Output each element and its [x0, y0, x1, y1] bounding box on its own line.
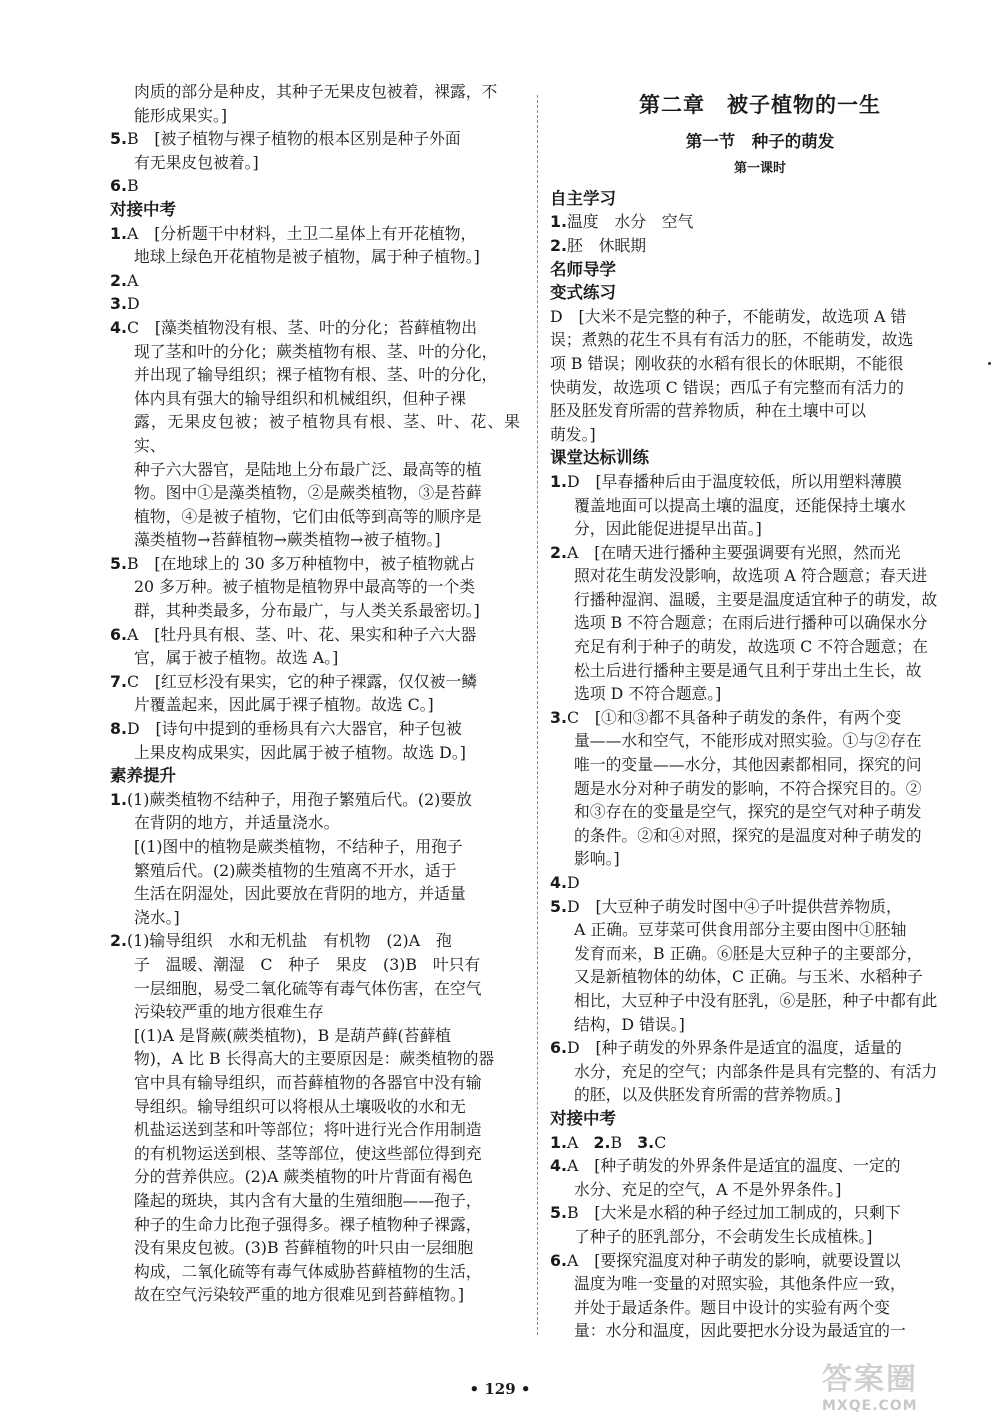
- answer-text: B [大米是水稻的种子经过加工制成的，只剩下: [567, 1203, 901, 1223]
- right-column: [550, 80, 970, 1343]
- answer-number: 6.: [110, 624, 127, 644]
- answer-text: D [种子萌发的外界条件是适宜的温度，适量的: [567, 1038, 902, 1058]
- answer-item: [110, 670, 520, 717]
- answer-text: 地球上绿色开花植物是被子植物，属于种子植物。]: [134, 247, 480, 267]
- answer-number: 4.: [550, 873, 567, 892]
- answer-number: 6.: [550, 1038, 567, 1058]
- answer-text: D [大米不是完整的种子，不能萌发，故选项 A 错: [550, 306, 907, 326]
- section-heading-duijie-2: 对接中考: [550, 1108, 616, 1128]
- answer-text: 污染较严重的地方很难生存: [134, 1002, 324, 1022]
- answer-text: 发育而来，B 正确。⑥胚是大豆种子的主要部分，: [574, 943, 923, 963]
- answer-text: 题是水分对种子萌发的影响，不符合探究目的。②: [574, 778, 922, 798]
- chapter-title: 第二章 被子植物的一生: [639, 93, 881, 117]
- answer-item: [110, 316, 520, 552]
- answer-text: 了种子的胚乳部分，不会萌发生长成植株。]: [574, 1226, 873, 1246]
- answer-text: 物。图中①是藻类植物，②是蕨类植物，③是苔藓: [134, 483, 482, 503]
- zizhu-answer-1: 1.温度 水分 空气: [550, 212, 694, 232]
- answer-number: 7.: [110, 671, 127, 691]
- answer-text: D: [127, 294, 140, 314]
- answer-text: 生活在阴湿处，因此要放在背阴的地方，并适量: [134, 884, 466, 904]
- answer-text: A: [127, 270, 139, 290]
- answer-text: 快萌发，故选项 C 错误；西瓜子有完整而有活力的: [550, 377, 904, 397]
- answer-text: 体内具有强大的输导组织和机械组织，但种子裸: [134, 388, 466, 408]
- section-heading-duijie: 对接中考: [110, 199, 176, 219]
- section-heading-mingshi: 名师导学: [550, 259, 616, 279]
- lesson-title: 第一课时: [733, 161, 786, 177]
- answer-text: 胚及胚发育所需的营养物质，种在土壤中可以: [550, 401, 866, 421]
- answer-number: 8.: [110, 719, 127, 739]
- answer-text: 机盐运送到茎和叶等部位；将叶进行光合作用制造: [134, 1120, 482, 1140]
- answer-text: 种子的生命力比孢子强得多。裸子植物种子裸露，: [134, 1214, 482, 1234]
- answer-text: 并出现了输导组织；裸子植物有根、茎、叶的分化，: [134, 365, 498, 385]
- answer-text: 照对花生萌发没影响，故选项 A 符合题意；春天进: [574, 566, 928, 586]
- answer-text: [(1)图中的植物是蕨类植物，不结种子，用孢子: [134, 837, 463, 856]
- answer-item: [550, 706, 970, 871]
- answer-text: 温度为唯一变量的对照实验，其他条件应一致，: [574, 1274, 906, 1294]
- answer-text: C [①和③都不具备种子萌发的条件，有两个变: [567, 707, 902, 727]
- answer-number: 6.: [550, 1250, 567, 1270]
- answer-text: 官，属于被子植物。故选 A。]: [134, 648, 339, 668]
- answer-text: 没有果皮包被。(3)B 苔藓植物的叶只由一层细胞: [134, 1238, 474, 1258]
- answer-text: C [红豆杉没有果实，它的种子裸露，仅仅被一鳞: [127, 671, 477, 691]
- answer-item: [110, 552, 520, 623]
- answer-text: 在背阴的地方，并适量浇水。: [134, 813, 340, 833]
- answer-text: 选项 D 不符合题意。]: [574, 684, 722, 704]
- answer-text: 结构，D 错误。]: [574, 1014, 685, 1034]
- answer-text: 分的营养供应。(2)A 蕨类植物的叶片背面有褐色: [134, 1167, 473, 1187]
- answer-item: [110, 222, 520, 269]
- answer-item: [550, 895, 970, 1037]
- answer-number: 2.: [110, 270, 127, 290]
- answer-item: [550, 1201, 970, 1248]
- answer-text: 隆起的斑块，其内含有大量的生殖细胞——孢子，: [134, 1190, 482, 1210]
- answer-text: 露，无果皮包被；被子植物具有根、茎、叶、花、果实、: [134, 412, 520, 455]
- duijie-answers-2: [550, 1154, 970, 1343]
- answer-text: 子 温暖、潮湿 C 种子 果皮 (3)B 叶只有: [134, 954, 481, 974]
- answer-text: A [牡丹具有根、茎、叶、花、果实和种子六大器: [127, 624, 477, 644]
- answer-item: [550, 1249, 970, 1343]
- margin-dot: [988, 362, 991, 365]
- answer-text: D [大豆种子萌发时图中④子叶提供营养物质，: [567, 896, 902, 916]
- answer-text: 物)，A 比 B 长得高大的主要原因是：蕨类植物的器: [134, 1049, 495, 1069]
- answer-number: 4.: [550, 1156, 567, 1176]
- answer-text: 种子六大器官，是陆地上分布最广泛、最高等的植: [134, 459, 482, 479]
- answer-item: [110, 929, 520, 1307]
- answer-text: D [诗句中提到的垂杨具有六大器官，种子包被: [127, 719, 462, 739]
- answer-text: [(1)A 是肾蕨(蕨类植物)，B 是葫芦藓(苔藓植: [134, 1025, 452, 1045]
- answer-item: [550, 871, 970, 895]
- answer-text: 一层细胞，易受二氧化硫等有毒气体伤害，在空气: [134, 978, 482, 998]
- answer-item: [550, 1036, 970, 1107]
- answer-text: 的条件。②和④对照，探究的是温度对种子萌发的: [574, 825, 922, 845]
- section-title: 第一节 种子的萌发: [685, 131, 835, 151]
- answer-number: 2.: [110, 931, 127, 951]
- watermark-logo: 答案圈 MXQE.COM: [822, 1362, 918, 1414]
- answer-text: 繁殖后代。(2)蕨类植物的生殖离不开水，适于: [134, 860, 457, 880]
- answer-item: [110, 623, 520, 670]
- answer-text: 现了茎和叶的分化；蕨类植物有根、茎、叶的分化，: [134, 341, 498, 361]
- answer-number: 1.: [550, 471, 567, 491]
- answer-item: [550, 470, 970, 541]
- answer-text: B [在地球上的 30 多万种植物中，被子植物就占: [127, 553, 476, 573]
- answer-text: 萌发。]: [550, 424, 596, 444]
- answer-text: 水分、充足的空气，A 不是外界条件。]: [574, 1179, 842, 1199]
- answer-text: A [分析题干中材料，土卫二星体上有开花植物，: [127, 223, 477, 243]
- answer-text: D: [567, 873, 580, 892]
- answer-text: 藻类植物→苔藓植物→蕨类植物→被子植物。]: [134, 530, 441, 550]
- answer-text: (1)输导组织 水和无机盐 有机物 (2)A 孢: [127, 931, 452, 951]
- answer-number: 5.: [110, 553, 127, 573]
- bianshi-answer: [550, 305, 970, 447]
- section-heading-suyang: 素养提升: [110, 766, 176, 786]
- section-heading-ketang: 课堂达标训练: [550, 448, 649, 468]
- answer-text: 植物，④是被子植物，它们由低等到高等的顺序是: [134, 506, 482, 526]
- answer-text: 行播种湿润、温暖，主要是温度适宜种子的萌发，故: [574, 589, 938, 609]
- suyang-answers: [110, 788, 520, 1307]
- answer-number: 2.: [550, 542, 567, 562]
- section-heading-zizhu: 自主学习: [550, 188, 616, 208]
- page-number: • 129 •: [469, 1380, 531, 1398]
- answer-text: 充足有利于种子的萌发，故选项 C 不符合题意；在: [574, 637, 928, 657]
- answer-6: 6.B: [110, 176, 139, 196]
- answer-text: 分，因此能促进提早出苗。]: [574, 519, 762, 539]
- answer-text: C [藻类植物没有根、茎、叶的分化；苔藓植物出: [127, 317, 477, 337]
- answer-text: 并处于最适条件。题目中设计的实验有两个变: [574, 1297, 890, 1317]
- answer-text: 上果皮构成果实，因此属于被子植物。故选 D。]: [134, 742, 466, 762]
- answer-item: [110, 292, 520, 316]
- answer-text: A 正确。豆芽菜可供食用部分主要由图中①胚轴: [574, 920, 907, 940]
- continued-answer: 肉质的部分是种皮，其种子无果皮包被着，裸露，不 能形成果实。]: [134, 82, 498, 125]
- answer-text: 官中具有输导组织，而苔藓植物的各器官中没有输: [134, 1072, 482, 1092]
- answer-text: 项 B 错误；刚收获的水稻有很长的休眠期，不能很: [550, 353, 904, 373]
- answer-text: 唯一的变量——水分，其他因素都相同，探究的问: [574, 755, 922, 775]
- answer-text: A [要探究温度对种子萌发的影响，就要设置以: [567, 1250, 901, 1270]
- answer-text: 误；煮熟的花生不具有有活力的胚，不能萌发，故选: [550, 330, 914, 350]
- answer-text: (1)蕨类植物不结种子，用孢子繁殖后代。(2)要放: [127, 789, 472, 809]
- answer-text: 相比，大豆种子中没有胚乳，⑥是胚，种子中都有此: [574, 990, 938, 1010]
- answer-item: [110, 788, 520, 930]
- answer-text: 覆盖地面可以提高土壤的温度，还能保持土壤水: [574, 495, 906, 515]
- duijie-short-answers: 1.A 2.B 3.C: [550, 1132, 667, 1152]
- answer-text: 20 多万种。被子植物是植物界中最高等的一个类: [134, 577, 476, 597]
- ketang-answers: [550, 470, 970, 1107]
- answer-text: 和③存在的变量是空气，探究的是空气对种子萌发: [574, 802, 922, 822]
- answer-number: 5.: [550, 896, 567, 916]
- answer-text: 导组织。输导组织可以将根从土壤吸收的水和无: [134, 1096, 466, 1116]
- answer-text: 的有机物运送到根、茎等部位，使这些部位得到充: [134, 1143, 482, 1163]
- answer-text: 故在空气污染较严重的地方很难见到苔藓植物。]: [134, 1285, 464, 1305]
- answer-item: [550, 541, 970, 706]
- column-divider: [537, 95, 538, 1335]
- answer-number: 3.: [110, 294, 127, 314]
- answer-text: 群，其种类最多，分布最广，与人类关系最密切。]: [134, 601, 480, 621]
- answer-text: 选项 B 不符合题意；在雨后进行播种可以确保水分: [574, 613, 928, 633]
- answer-text: 量——水和空气，不能形成对照实验。①与②存在: [574, 731, 922, 751]
- answer-text: 浇水。]: [134, 907, 180, 927]
- answer-5: 5.B [被子植物与裸子植物的根本区别是种子外面 有无果皮包被着。]: [110, 129, 461, 172]
- answer-text: A [在晴天进行播种主要强调要有光照，然而光: [567, 542, 901, 562]
- answer-text: 又是新植物体的幼体，C 正确。与玉米、水稻种子: [574, 967, 923, 987]
- answer-text: 构成，二氧化硫等有毒气体威胁苔藓植物的生活，: [134, 1261, 482, 1281]
- answer-text: A [种子萌发的外界条件是适宜的温度、一定的: [567, 1156, 901, 1176]
- answer-text: D [早春播种后由于温度较低，所以用塑料薄膜: [567, 471, 902, 491]
- answer-item: [110, 269, 520, 293]
- answer-number: 1.: [110, 223, 127, 243]
- answer-item: [110, 717, 520, 764]
- answer-text: 量：水分和温度，因此要把水分设为最适宜的一: [574, 1321, 906, 1341]
- answer-number: 3.: [550, 707, 567, 727]
- duijie-answers: [110, 222, 520, 765]
- answer-number: 4.: [110, 317, 127, 337]
- answer-text: 影响。]: [574, 849, 620, 869]
- answer-number: 5.: [550, 1203, 567, 1223]
- answer-text: 片覆盖起来，因此属于裸子植物。故选 C。]: [134, 695, 434, 715]
- section-heading-bianshi: 变式练习: [550, 283, 616, 303]
- answer-text: 水分，充足的空气；内部条件是具有完整的、有活力: [574, 1061, 938, 1081]
- answer-text: 松土后进行播种主要是通气且利于芽出土生长，故: [574, 660, 922, 680]
- answer-item: [550, 1154, 970, 1201]
- zizhu-answer-2: 2.胚 休眠期: [550, 235, 646, 255]
- answer-number: 1.: [110, 789, 127, 809]
- left-column: [110, 80, 520, 1307]
- answer-text: 的胚，以及供胚发育所需的营养物质。]: [574, 1085, 841, 1105]
